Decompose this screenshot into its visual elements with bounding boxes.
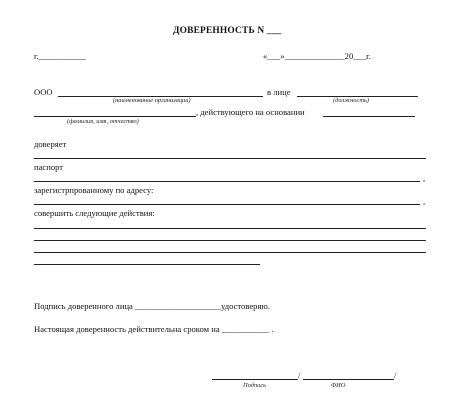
trusts-line xyxy=(34,158,426,159)
acting-basis-label: , действующего на основании xyxy=(196,107,305,117)
sign-line xyxy=(212,379,298,380)
passport-comma: , xyxy=(423,173,426,183)
address-comma: , xyxy=(423,196,426,206)
slash-separator-2: / xyxy=(394,370,397,380)
basis-line xyxy=(323,116,415,117)
org-prefix: ООО xyxy=(34,87,53,97)
registered-label: зарегистрпрованному по адресу: xyxy=(34,185,154,195)
actions-line-3 xyxy=(34,252,426,253)
sign-hint: Подпись xyxy=(243,382,267,389)
fio-sign-line xyxy=(303,379,394,380)
trusts-label: доверяет xyxy=(34,139,67,149)
fio-caption: ФИО xyxy=(331,382,346,389)
document-title: ДОВЕРЕННОСТЬ N ___ xyxy=(173,26,282,36)
position-hint: (должность) xyxy=(333,97,369,104)
actions-label: совершить следующие действия: xyxy=(34,208,155,218)
trustee-signature-line: Подпись доверенного лица ____________________удостоверяю. xyxy=(34,301,270,311)
validity-line: Настоящая доверенность действительна сроком на ___________ . xyxy=(34,324,274,334)
actions-line-1 xyxy=(34,228,426,229)
date-field: «___»______________20___г. xyxy=(263,51,371,61)
org-name-hint: (наименование организации) xyxy=(113,97,191,104)
city-field: г.___________ xyxy=(34,51,86,61)
fio-line xyxy=(34,116,196,117)
actions-line-2 xyxy=(34,240,426,241)
slash-separator-1: / xyxy=(298,370,301,380)
actions-line-4 xyxy=(34,264,260,265)
passport-label: паспорт xyxy=(34,162,64,172)
in-person-label: в лице xyxy=(267,87,291,97)
address-line xyxy=(34,204,420,205)
fio-hint: (фамилия, имя, отчество) xyxy=(67,118,139,125)
passport-line xyxy=(34,181,420,182)
